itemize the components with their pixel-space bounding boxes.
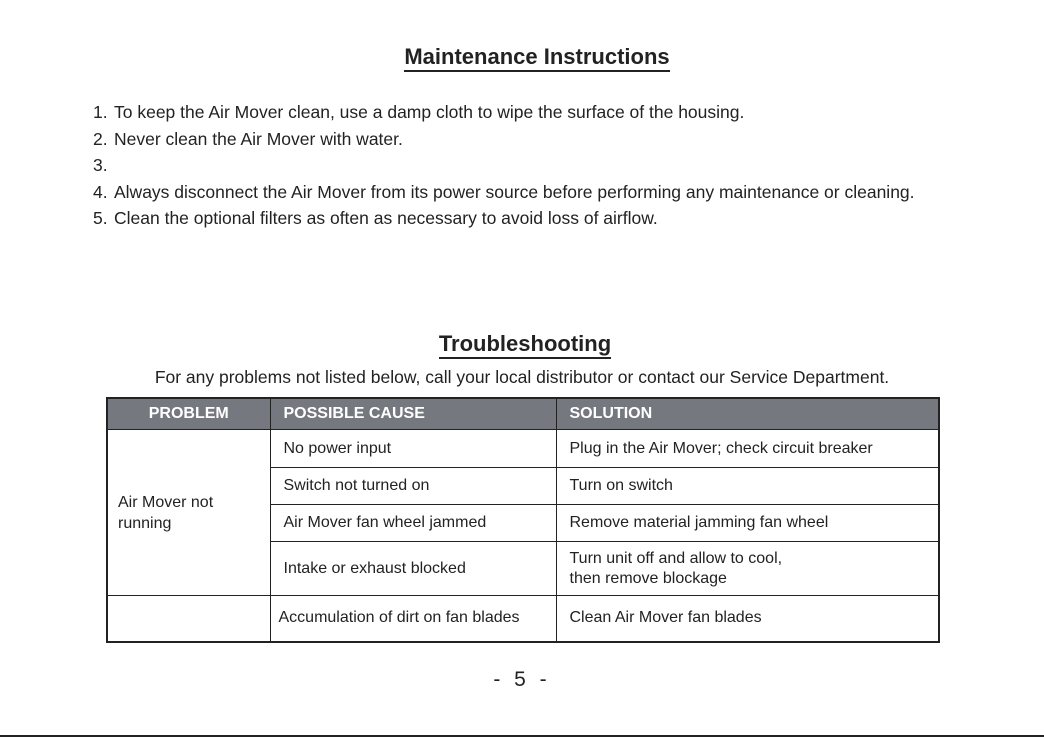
solution-line: Turn unit off and allow to cool, (569, 549, 783, 567)
list-item (93, 152, 973, 179)
list-item (93, 205, 973, 232)
cause-cell: Accumulation of dirt on fan blades (270, 596, 556, 642)
problem-cell (107, 430, 270, 596)
cause-cell: No power input (270, 430, 556, 468)
item-text (114, 152, 973, 179)
troubleshooting-intro: For any problems not listed below, call your local distributor or contact our Service Department. (154, 367, 890, 387)
table-row (107, 596, 939, 642)
item-number: 3. (93, 155, 108, 175)
table-row (107, 430, 939, 468)
page-bottom-divider (0, 735, 1044, 737)
item-text: To keep the Air Mover clean, use a damp cloth to wipe the surface of the housing. (114, 102, 745, 122)
troubleshooting-table (106, 397, 940, 643)
table-header-row (107, 398, 939, 430)
troubleshooting-title (0, 331, 1044, 357)
cause-cell: Air Mover fan wheel jammed (270, 505, 556, 542)
item-number: 2. (93, 128, 108, 149)
problem-text: Air Mover not running (118, 493, 214, 532)
list-item (93, 179, 973, 206)
item-number: 1. (93, 102, 108, 122)
cause-cell: Switch not turned on (270, 468, 556, 505)
header-problem: PROBLEM (107, 398, 270, 430)
solution-cell (556, 542, 939, 596)
header-solution: SOLUTION (556, 398, 939, 430)
item-number: 5. (93, 208, 108, 228)
solution-cell: Remove material jamming fan wheel (556, 505, 939, 542)
header-cause: POSSIBLE CAUSE (270, 398, 556, 430)
list-item (93, 126, 973, 153)
problem-cell (107, 596, 270, 642)
list-item (93, 99, 973, 126)
solution-cell: Plug in the Air Mover; check circuit breaker (556, 430, 939, 468)
solution-cell: Turn on switch (556, 468, 939, 505)
troubleshooting-title-text: Troubleshooting (439, 331, 611, 359)
cause-cell: Intake or exhaust blocked (270, 542, 556, 596)
page-number: - 5 - (493, 668, 551, 691)
maintenance-list (93, 99, 973, 232)
solution-cell: Clean Air Mover fan blades (556, 596, 939, 642)
maintenance-title (0, 44, 1044, 70)
solution-line: then remove blockage (569, 569, 727, 587)
item-text: Never clean the Air Mover with water. (114, 128, 403, 149)
item-text: Always disconnect the Air Mover from its power source before performing any maintenance or cleaning. (114, 181, 915, 202)
item-text: Clean the optional filters as often as necessary to avoid loss of airflow. (114, 208, 658, 228)
maintenance-title-text: Maintenance Instructions (404, 44, 669, 72)
item-number: 4. (93, 181, 108, 202)
